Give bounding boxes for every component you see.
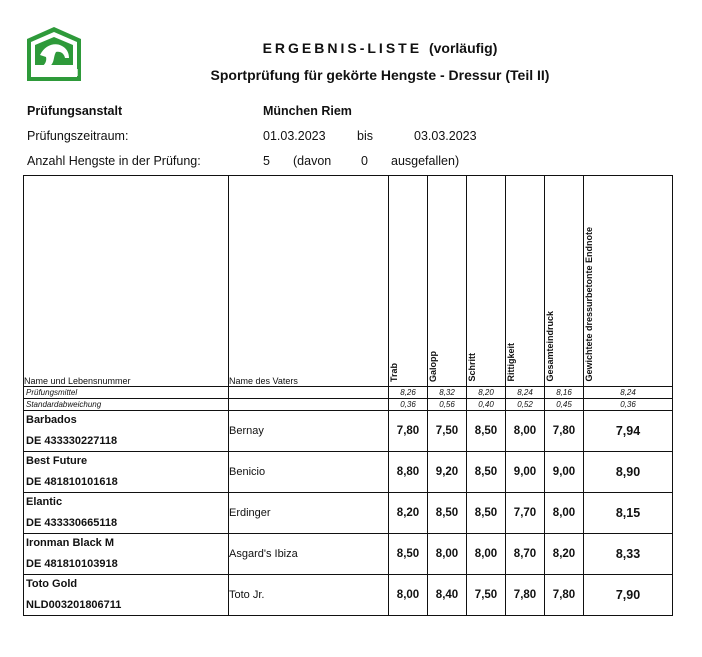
horse-cell (24, 575, 229, 616)
anstalt-label: Prüfungsanstalt (27, 104, 123, 118)
horse-number: DE 433330665118 (26, 517, 118, 529)
score-cell: 8,00 (506, 411, 545, 452)
svg-text:FN: FN (65, 68, 79, 79)
score-cell: 7,70 (506, 493, 545, 534)
mittel-value: 8,20 (467, 387, 506, 399)
stdabw-value: 0,36 (389, 399, 428, 411)
horse-number: DE 433330227118 (26, 435, 118, 447)
final-score: 8,90 (584, 452, 673, 493)
stdabw-value: 0,45 (545, 399, 584, 411)
score-cell: 8,80 (389, 452, 428, 493)
final-score: 7,94 (584, 411, 673, 452)
score-cell: 8,20 (389, 493, 428, 534)
score-cell: 7,80 (389, 411, 428, 452)
score-cell: 8,70 (506, 534, 545, 575)
score-cell: 7,50 (467, 575, 506, 616)
score-cell: 8,50 (428, 493, 467, 534)
col-header-endnote (584, 176, 673, 387)
score-cell: 8,40 (428, 575, 467, 616)
col-header-label: Galopp (428, 351, 438, 382)
final-score: 8,15 (584, 493, 673, 534)
col-header-name: Name und Lebensnummer (24, 176, 229, 387)
sire-name: Asgard's Ibiza (229, 534, 389, 575)
score-cell: 8,00 (389, 575, 428, 616)
empty-cell (229, 387, 389, 399)
sire-name: Toto Jr. (229, 575, 389, 616)
score-cell: 7,80 (545, 575, 584, 616)
fn-horse-logo-icon (25, 25, 83, 83)
horse-number: DE 481810103918 (26, 558, 118, 570)
horse-name: Best Future (26, 455, 88, 467)
score-cell: 8,50 (467, 493, 506, 534)
col-header-label: Schritt (467, 353, 477, 382)
stdabw-label: Standardabweichung (24, 399, 229, 411)
horse-name: Barbados (26, 414, 77, 426)
stdabw-value: 0,40 (467, 399, 506, 411)
horse-cell (24, 411, 229, 452)
horse-name: Elantic (26, 496, 63, 508)
mittel-value: 8,32 (428, 387, 467, 399)
col-header-label: Gewichtete dressurbetonte Endnote (584, 227, 594, 382)
mittel-value: 8,26 (389, 387, 428, 399)
date-bis: bis (357, 129, 373, 143)
empty-cell (229, 399, 389, 411)
table-header-row (24, 176, 673, 387)
anzahl-value: 5 (263, 154, 270, 168)
pruefungsmittel-row (24, 387, 673, 399)
horse-number: DE 481810101618 (26, 476, 118, 488)
table-row (24, 493, 673, 534)
col-header-trab (389, 176, 428, 387)
score-cell: 8,50 (389, 534, 428, 575)
final-score: 8,33 (584, 534, 673, 575)
horse-name: Ironman Black M (26, 537, 115, 549)
score-cell: 7,80 (545, 411, 584, 452)
standardabweichung-row (24, 399, 673, 411)
score-cell: 7,50 (428, 411, 467, 452)
date-from: 01.03.2023 (263, 129, 326, 143)
col-header-schritt (467, 176, 506, 387)
score-cell: 7,80 (506, 575, 545, 616)
davon-label: (davon (293, 154, 332, 168)
score-cell: 8,00 (545, 493, 584, 534)
date-to: 03.03.2023 (414, 129, 477, 143)
score-cell: 9,00 (506, 452, 545, 493)
stdabw-final: 0,36 (584, 399, 673, 411)
mittel-value: 8,24 (506, 387, 545, 399)
table-row (24, 534, 673, 575)
horse-cell (24, 493, 229, 534)
score-cell: 8,00 (467, 534, 506, 575)
col-header-sire: Name des Vaters (229, 176, 389, 387)
col-header-rittigkeit (506, 176, 545, 387)
score-cell: 8,50 (467, 452, 506, 493)
col-header-gesamteindruck (545, 176, 584, 387)
mittel-value: 8,16 (545, 387, 584, 399)
title-status: (vorläufig) (428, 40, 498, 56)
ausgefallen-label: ausgefallen) (391, 154, 460, 168)
zeitraum-label: Prüfungszeitraum: (27, 129, 129, 143)
col-header-galopp (428, 176, 467, 387)
final-score: 7,90 (584, 575, 673, 616)
mittel-final: 8,24 (584, 387, 673, 399)
results-table (23, 175, 673, 616)
anzahl-label: Anzahl Hengste in der Prüfung: (27, 154, 201, 168)
stdabw-value: 0,56 (428, 399, 467, 411)
table-row (24, 575, 673, 616)
ausgefallen-value: 0 (361, 154, 368, 168)
fn-logo (25, 25, 83, 83)
document-subtitle: Sportprüfung für gekörte Hengste - Dressur (Teil II) (210, 67, 550, 83)
horse-cell (24, 534, 229, 575)
col-header-label: Trab (389, 362, 399, 382)
score-cell: 9,00 (545, 452, 584, 493)
score-cell: 9,20 (428, 452, 467, 493)
score-cell: 8,20 (545, 534, 584, 575)
anstalt-value: München Riem (263, 104, 352, 118)
mittel-label: Prüfungsmittel (24, 387, 229, 399)
score-cell: 8,50 (467, 411, 506, 452)
horse-name: Toto Gold (26, 578, 78, 590)
col-header-label: Gesamteindruck (545, 311, 555, 382)
horse-number: NLD003201806711 (26, 599, 122, 611)
stdabw-value: 0,52 (506, 399, 545, 411)
title-main: ERGEBNIS-LISTE (262, 40, 423, 56)
document-title (160, 40, 600, 56)
col-header-label: Rittigkeit (506, 343, 516, 382)
sire-name: Erdinger (229, 493, 389, 534)
table-row (24, 452, 673, 493)
sire-name: Benicio (229, 452, 389, 493)
table-row (24, 411, 673, 452)
sire-name: Bernay (229, 411, 389, 452)
horse-cell (24, 452, 229, 493)
score-cell: 8,00 (428, 534, 467, 575)
